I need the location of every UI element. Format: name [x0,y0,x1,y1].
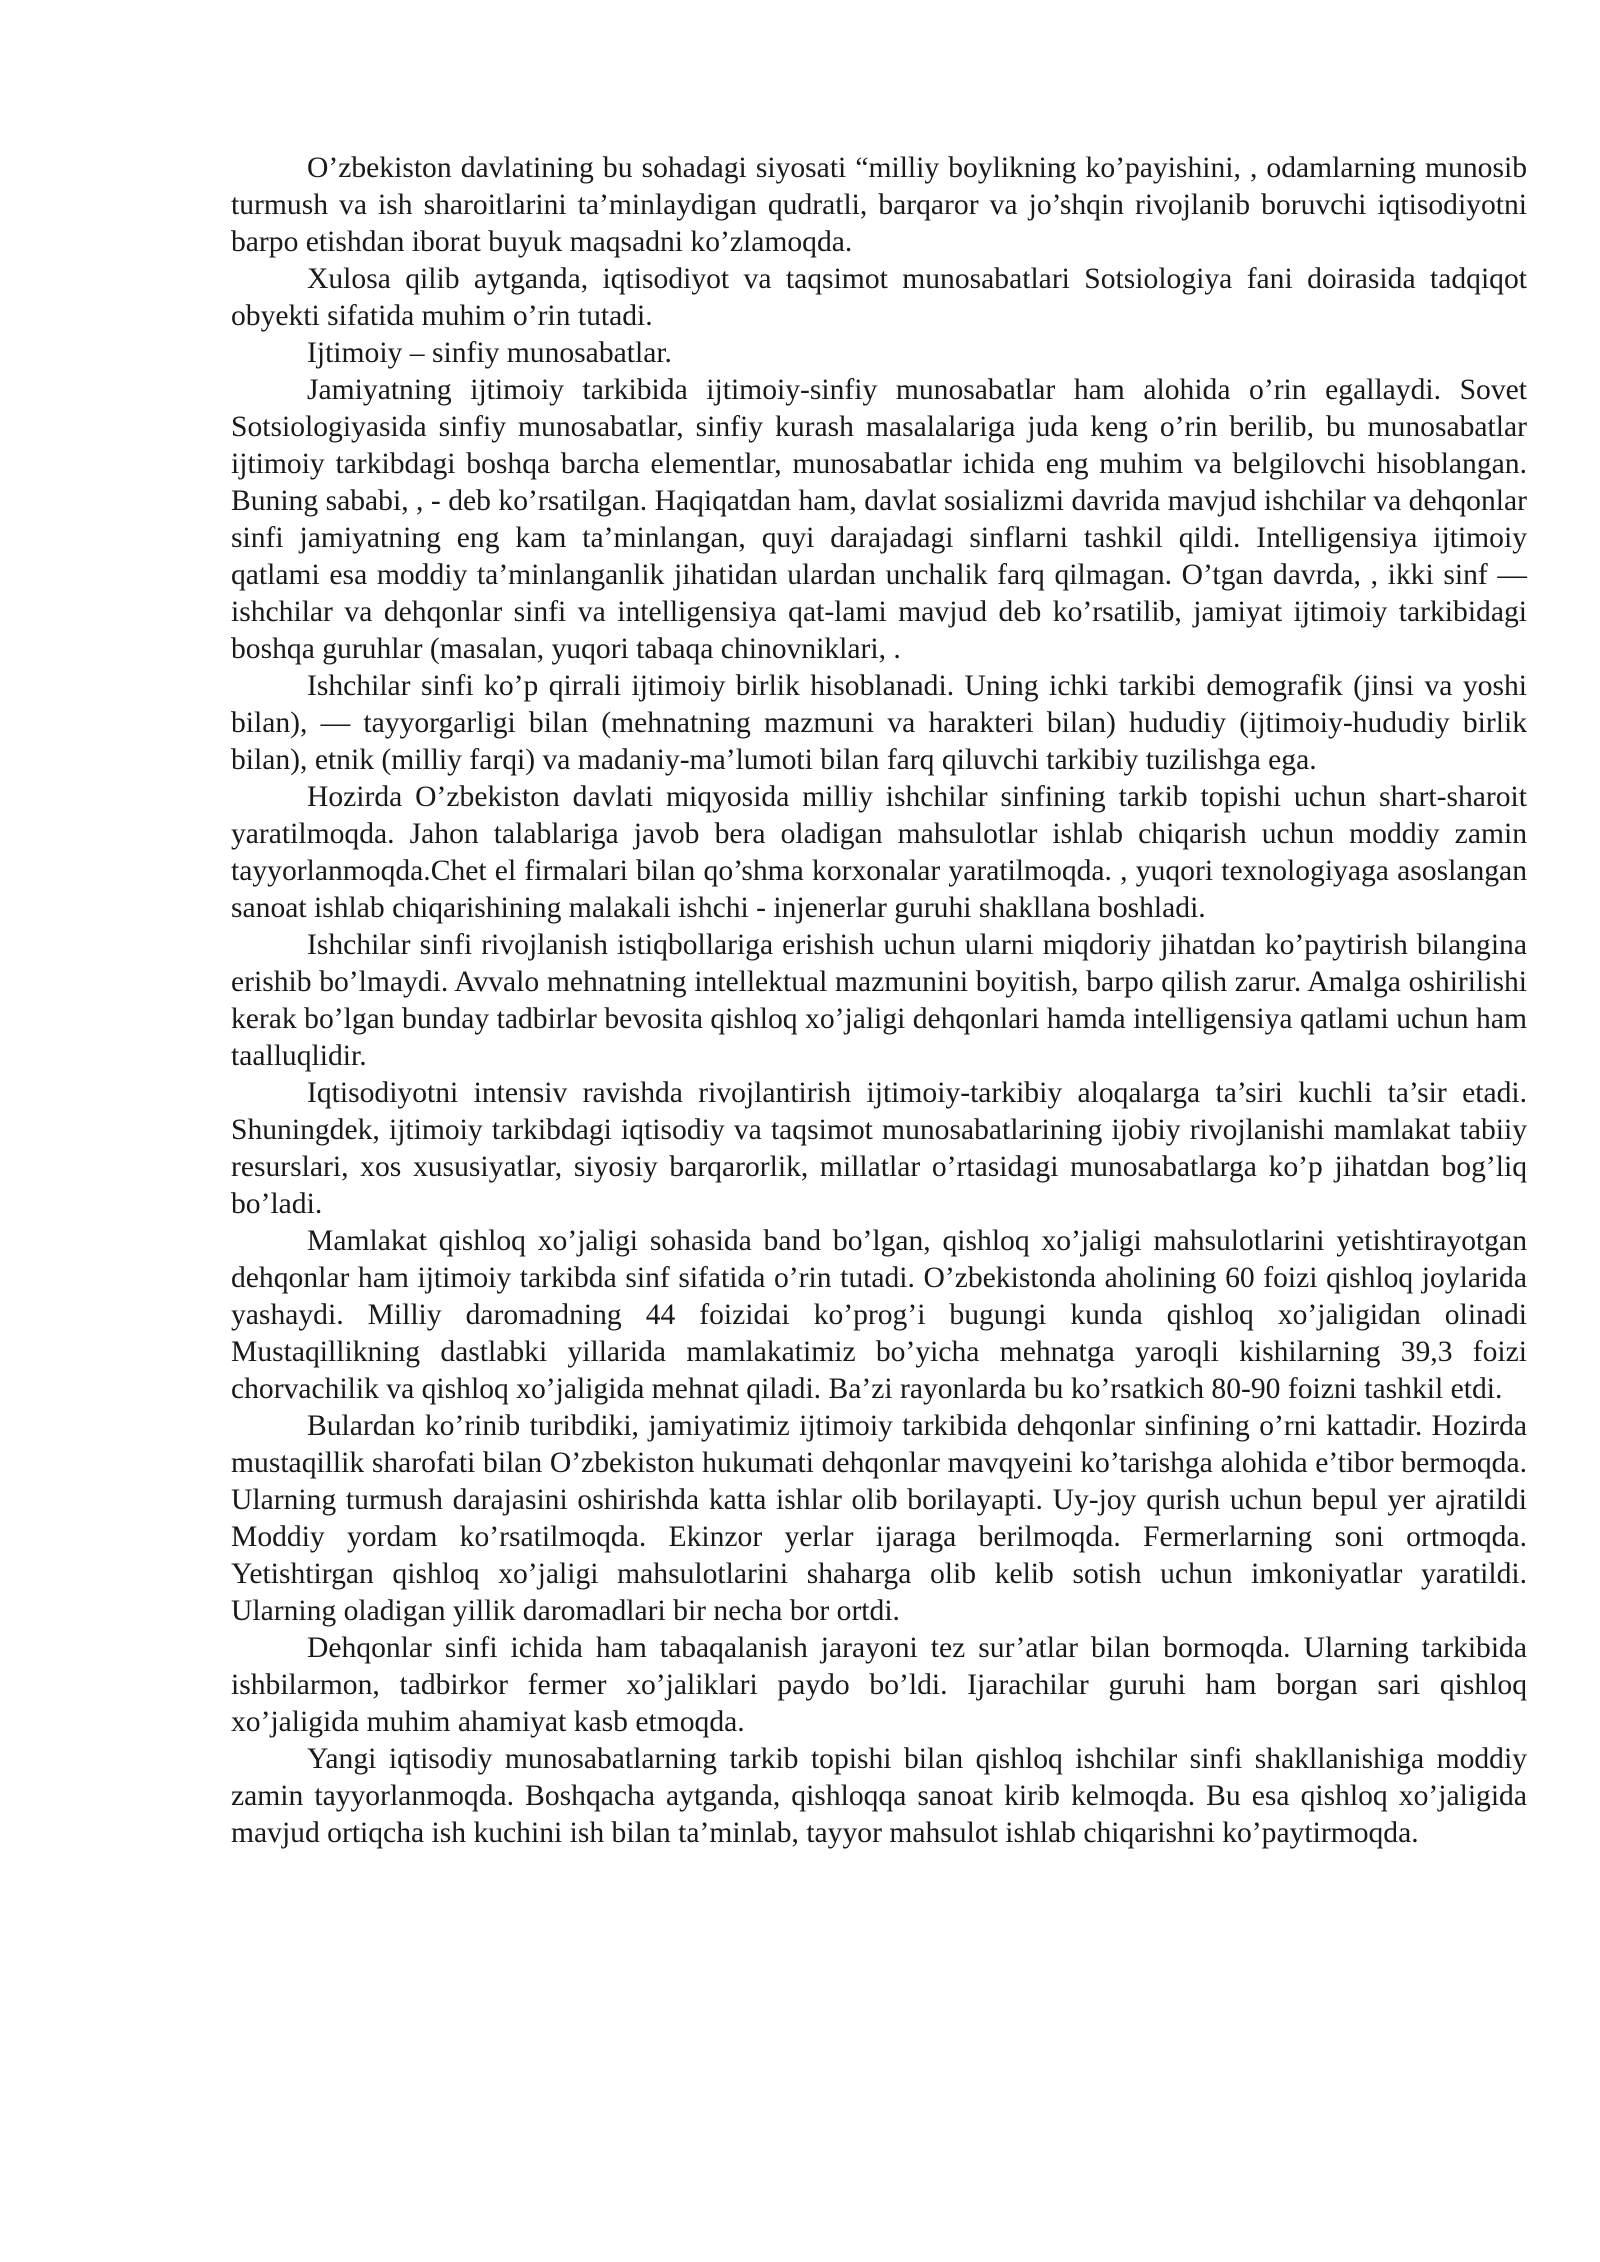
paragraph: Bulardan ko’rinib turibdiki, jamiyatimiz ijtimoiy tarkibida dehqonlar sinfining o’rni kattadir. Hozirda mustaqillik sharofati bilan O’zbekiston hukumati dehqonlar mavqyeini ko’tarishga alohida e’tibor bermoqda. Ularning turmush darajasini oshirishda katta ishlar olib borilayapti. Uy-joy qurish uchun bepul yer ajratildi Moddiy yordam ko’rsatilmoqda. Ekinzor yerlar ijaraga berilmoqda. Fermerlarning soni ortmoqda. Yetishtirgan qishloq xo’jaligi mahsulotlarini shaharga olib kelib sotish uchun imkoniyatlar yaratildi. Ularning oladigan yillik daromadlari bir necha bor ortdi. [231,1410,1527,1627]
paragraph: Mamlakat qishloq xo’jaligi sohasida band bo’lgan, qishloq xo’jaligi mahsulotlarini yetishtirayotgan dehqonlar ham ijtimoiy tarkibda sinf sifatida o’rin tutadi. O’zbekistonda aholining 60 foizi qishloq joylarida yashaydi. Milliy daromadning 44 foizidai ko’prog’i bugungi kunda qishloq xo’jaligidan olinadi Mustaqillikning dastlabki yillarida mamlakatimiz bo’yicha mehnatga yaroqli kishilarning 39,3 foizi chorvachilik va qishloq xo’jaligida mehnat qiladi. Ba’zi rayonlarda bu ko’rsatkich 80-90 foizni tashkil etdi. [231,1225,1527,1405]
paragraph: Ishchilar sinfi rivojlanish istiqbollariga erishish uchun ularni miqdoriy jihatdan ko’paytirish bilangina erishib bo’lmaydi. Avvalo mehnatning intellektual mazmunini boyitish, barpo qilish zarur. Amalga oshirilishi kerak bo’lgan bunday tadbirlar bevosita qishloq xo’jaligi dehqonlari hamda intelligensiya qatlami uchun ham taalluqlidir. [231,929,1527,1072]
paragraph: Yangi iqtisodiy munosabatlarning tarkib topishi bilan qishloq ishchilar sinfi shakllanishiga moddiy zamin tayyorlanmoqda. Boshqacha aytganda, qishloqqa sanoat kirib kelmoqda. Bu esa qishloq xo’jaligida mavjud ortiqcha ish kuchini ish bilan ta’minlab, tayyor mahsulot ishlab chiqarishni ko’paytirmoqda. [231,1743,1527,1849]
paragraph: O’zbekiston davlatining bu sohadagi siyosati “milliy boylikning ko’payishini, , odamlarning munosib turmush va ish sharoitlarini ta’minlaydigan qudratli, barqaror va jo’shqin rivojlanib boruvchi iqtisodiyotni barpo etishdan iborat buyuk maqsadni ko’zlamoqda. [231,152,1527,258]
section-heading: Ijtimoiy – sinfiy munosabatlar. [307,337,672,369]
document-page [231,150,1527,1852]
paragraph: Hozirda O’zbekiston davlati miqyosida milliy ishchilar sinfining tarkib topishi uchun shart-sharoit yaratilmoqda. Jahon talablariga javob bera oladigan mahsulotlar ishlab chiqarish uchun moddiy zamin tayyorlanmoqda.Chet el firmalari bilan qo’shma korxonalar yaratilmoqda. , yuqori texnologiyaga asoslangan sanoat ishlab chiqarishining malakali ishchi - injenerlar guruhi shakllana boshladi. [231,781,1527,924]
paragraph: Xulosa qilib aytganda, iqtisodiyot va taqsimot munosabatlari Sotsiologiya fani doirasida tadqiqot obyekti sifatida muhim o’rin tutadi. [231,263,1527,332]
paragraph: Jamiyatning ijtimoiy tarkibida ijtimoiy-sinfiy munosabatlar ham alohida o’rin egallaydi. Sovet Sotsiologiyasida sinfiy munosabatlar, sinfiy kurash masalalariga juda keng o’rin berilib, bu munosabatlar ijtimoiy tarkibdagi boshqa barcha elementlar, munosabatlar ichida eng muhim va belgilovchi hisoblangan. Buning sababi, , - deb ko’rsatilgan. Haqiqatdan ham, davlat sosializmi davrida mavjud ishchilar va dehqonlar sinfi jamiyatning eng kam ta’minlangan, quyi darajadagi sinflarni tashkil qildi. Intelligensiya ijtimoiy qatlami esa moddiy ta’minlanganlik jihatidan ulardan unchalik farq qilmagan. O’tgan davrda, , ikki sinf — ishchilar va dehqonlar sinfi va intelligensiya qat-lami mavjud deb ko’rsatilib, jamiyat ijtimoiy tarkibidagi boshqa guruhlar (masalan, yuqori tabaqa chinovniklari, . [231,374,1527,665]
paragraph: Ishchilar sinfi ko’p qirrali ijtimoiy birlik hisoblanadi. Uning ichki tarkibi demografik (jinsi va yoshi bilan), — tayyorgarligi bilan (mehnatning mazmuni va harakteri bilan) hududiy (ijtimoiy-hududiy birlik bilan), etnik (milliy farqi) va madaniy-ma’lumoti bilan farq qiluvchi tarkibiy tuzilishga ega. [231,670,1527,776]
paragraph: Iqtisodiyotni intensiv ravishda rivojlantirish ijtimoiy-tarkibiy aloqalarga ta’siri kuchli ta’sir etadi. Shuningdek, ijtimoiy tarkibdagi iqtisodiy va taqsimot munosabatlarining ijobiy rivojlanishi mamlakat tabiiy resurslari, xos xususiyatlar, siyosiy barqarorlik, millatlar o’rtasidagi munosabatlarga ko’p jihatdan bog’liq bo’ladi. [231,1077,1527,1220]
paragraph: Dehqonlar sinfi ichida ham tabaqalanish jarayoni tez sur’atlar bilan bormoqda. Ularning tarkibida ishbilarmon, tadbirkor fermer xo’jaliklari paydo bo’ldi. Ijarachilar guruhi ham borgan sari qishloq xo’jaligida muhim ahamiyat kasb etmoqda. [231,1632,1527,1738]
